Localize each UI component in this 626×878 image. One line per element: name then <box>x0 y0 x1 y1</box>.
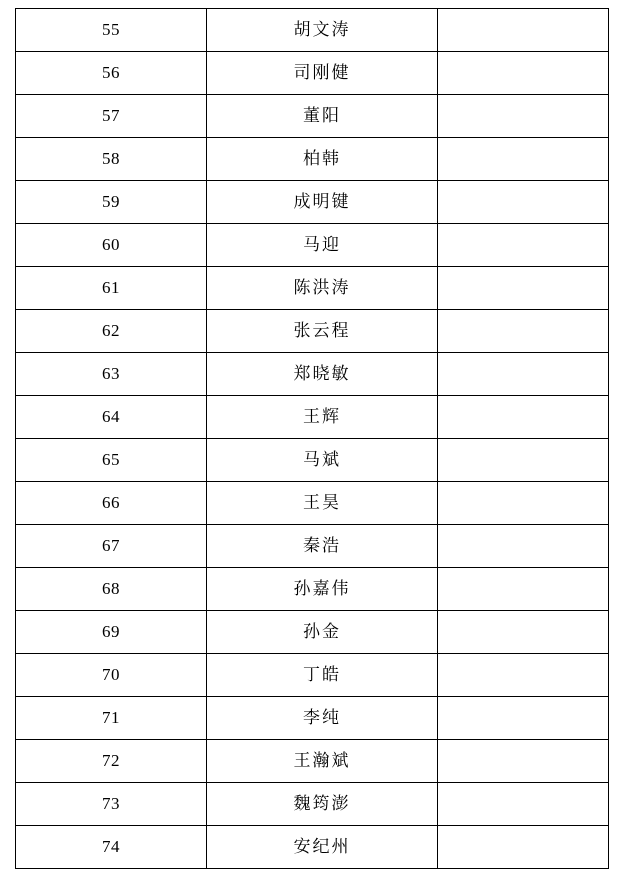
row-index: 74 <box>16 826 207 869</box>
table-row <box>16 568 609 611</box>
row-name: 郑晓敏 <box>207 353 438 396</box>
row-name: 王瀚斌 <box>207 740 438 783</box>
row-note <box>438 568 609 611</box>
row-name: 柏韩 <box>207 138 438 181</box>
table-row <box>16 224 609 267</box>
table-row <box>16 783 609 826</box>
row-index: 58 <box>16 138 207 181</box>
row-note <box>438 224 609 267</box>
row-note <box>438 353 609 396</box>
table-row <box>16 826 609 869</box>
roster-table <box>15 8 609 869</box>
row-name: 马斌 <box>207 439 438 482</box>
row-note <box>438 525 609 568</box>
row-index: 61 <box>16 267 207 310</box>
row-note <box>438 439 609 482</box>
table-row <box>16 9 609 52</box>
row-note <box>438 138 609 181</box>
row-index: 56 <box>16 52 207 95</box>
table-row <box>16 95 609 138</box>
row-note <box>438 654 609 697</box>
table-row <box>16 525 609 568</box>
row-note <box>438 95 609 138</box>
row-index: 63 <box>16 353 207 396</box>
row-note <box>438 783 609 826</box>
row-note <box>438 482 609 525</box>
row-index: 55 <box>16 9 207 52</box>
row-name: 胡文涛 <box>207 9 438 52</box>
table-row <box>16 181 609 224</box>
row-index: 70 <box>16 654 207 697</box>
row-name: 马迎 <box>207 224 438 267</box>
row-index: 66 <box>16 482 207 525</box>
table-row <box>16 353 609 396</box>
row-name: 王昊 <box>207 482 438 525</box>
row-name: 司刚健 <box>207 52 438 95</box>
table-row <box>16 611 609 654</box>
row-name: 魏筠澎 <box>207 783 438 826</box>
row-name: 张云程 <box>207 310 438 353</box>
row-index: 57 <box>16 95 207 138</box>
roster-table-body <box>16 9 609 869</box>
row-name: 安纪州 <box>207 826 438 869</box>
row-name: 董阳 <box>207 95 438 138</box>
row-index: 60 <box>16 224 207 267</box>
row-note <box>438 611 609 654</box>
row-name: 丁皓 <box>207 654 438 697</box>
document-page <box>0 8 626 878</box>
row-note <box>438 9 609 52</box>
row-index: 71 <box>16 697 207 740</box>
row-name: 孙金 <box>207 611 438 654</box>
row-index: 73 <box>16 783 207 826</box>
row-index: 59 <box>16 181 207 224</box>
row-note <box>438 697 609 740</box>
row-index: 65 <box>16 439 207 482</box>
row-index: 67 <box>16 525 207 568</box>
row-name: 孙嘉伟 <box>207 568 438 611</box>
row-note <box>438 310 609 353</box>
table-row <box>16 138 609 181</box>
table-row <box>16 52 609 95</box>
row-name: 李纯 <box>207 697 438 740</box>
row-note <box>438 826 609 869</box>
table-row <box>16 740 609 783</box>
table-row <box>16 267 609 310</box>
table-row <box>16 439 609 482</box>
row-note <box>438 181 609 224</box>
row-index: 72 <box>16 740 207 783</box>
row-index: 62 <box>16 310 207 353</box>
row-note <box>438 52 609 95</box>
row-index: 68 <box>16 568 207 611</box>
row-index: 64 <box>16 396 207 439</box>
row-name: 成明键 <box>207 181 438 224</box>
row-note <box>438 396 609 439</box>
row-name: 陈洪涛 <box>207 267 438 310</box>
table-row <box>16 654 609 697</box>
table-row <box>16 697 609 740</box>
table-row <box>16 310 609 353</box>
row-note <box>438 267 609 310</box>
table-row <box>16 396 609 439</box>
row-name: 王辉 <box>207 396 438 439</box>
table-row <box>16 482 609 525</box>
row-note <box>438 740 609 783</box>
row-name: 秦浩 <box>207 525 438 568</box>
row-index: 69 <box>16 611 207 654</box>
